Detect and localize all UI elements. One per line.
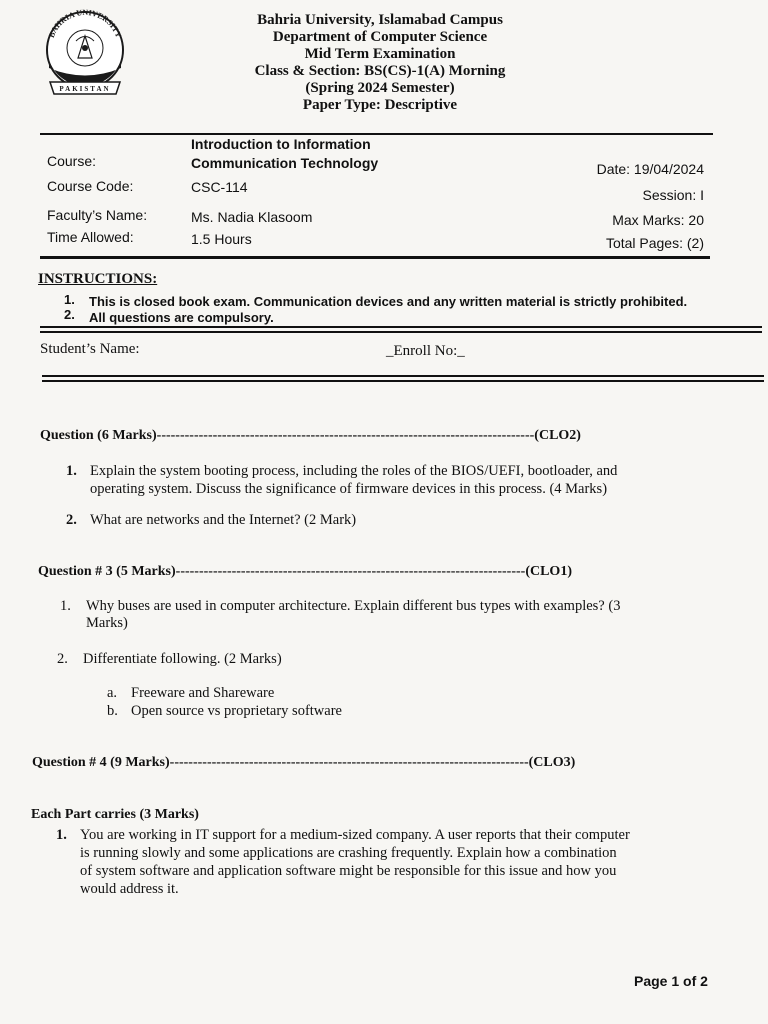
enroll-label: _Enroll No:_ <box>386 343 465 359</box>
instruction-text-2: All questions are compulsory. <box>89 310 274 325</box>
course-title-line1: Introduction to Information <box>191 136 371 152</box>
q1-item2-num: 2. <box>66 512 77 528</box>
q4-item1-line1: You are working in IT support for a medium-sized company. A user reports that their computer <box>80 827 630 843</box>
divider-bottom <box>40 256 710 259</box>
q3-item1-line1: Why buses are used in computer architecture. Explain different bus types with examples? (3 <box>86 598 621 614</box>
exam-title: Mid Term Examination <box>304 46 456 62</box>
time-label: Time Allowed: <box>47 229 134 245</box>
divider-instr-1 <box>40 326 762 328</box>
total-pages: Total Pages: (2) <box>605 235 704 251</box>
session: Session: I <box>642 187 704 203</box>
student-name-label: Student’s Name: <box>40 341 140 357</box>
course-label: Course: <box>47 153 97 169</box>
q3-subitem-a-num: a. <box>107 685 118 701</box>
instruction-num-2: 2. <box>64 307 75 322</box>
q3-item2-num: 2. <box>57 651 68 667</box>
instructions-heading: INSTRUCTIONS: <box>38 271 158 287</box>
q4-item1-line4: would address it. <box>80 881 179 897</box>
q4-part-heading: Each Part carries (3 Marks) <box>31 807 199 822</box>
logo-text: BAHRIA UNIVERSITY <box>46 8 124 40</box>
q1-item1-num: 1. <box>66 463 77 479</box>
max-marks: Max Marks: 20 <box>612 212 704 228</box>
faculty-label: Faculty’s Name: <box>47 207 148 223</box>
divider-student-1 <box>42 375 764 377</box>
course-title-line2: Communication Technology <box>191 155 379 171</box>
q3-item2-line1: Differentiate following. (2 Marks) <box>83 651 282 667</box>
q3-item1-num: 1. <box>60 598 71 614</box>
q4-item1-line3: of system software and application software might be responsible for this issue and how you <box>80 863 617 879</box>
question-3-heading: Question # 3 (5 Marks)---------------------------------------------------------------------------(CLO1) <box>38 564 572 579</box>
q1-item1-line2: operating system. Discuss the significance of firmware devices in this process. (4 Marks) <box>90 481 608 497</box>
q4-item1-line2: is running slowly and some applications are crashing frequently. Explain how a combination <box>80 845 617 861</box>
page-number: Page 1 of 2 <box>634 973 708 989</box>
instruction-text-1: This is closed book exam. Communication devices and any written material is strictly prohibited. <box>89 294 688 309</box>
q4-item1-num: 1. <box>56 827 67 843</box>
q3-subitem-a-text: Freeware and Shareware <box>131 685 275 701</box>
question-1-heading: Question (6 Marks)---------------------------------------------------------------------------------(CLO2) <box>40 428 581 443</box>
divider-instr-2 <box>40 331 762 333</box>
university-name: Bahria University, Islamabad Campus <box>257 12 503 28</box>
faculty-value: Ms. Nadia Klasoom <box>191 209 313 225</box>
q3-item1-line2: Marks) <box>86 615 128 631</box>
university-logo <box>40 8 130 100</box>
course-code-label: Course Code: <box>47 178 134 194</box>
divider-student-2 <box>42 380 764 382</box>
paper-type: Paper Type: Descriptive <box>302 97 458 113</box>
instruction-num-1: 1. <box>64 292 75 307</box>
semester: (Spring 2024 Semester) <box>305 80 455 96</box>
logo-bottom-text: PAKISTAN <box>59 85 111 93</box>
q3-subitem-b-text: Open source vs proprietary software <box>131 703 342 719</box>
q1-item1-line1: Explain the system booting process, including the roles of the BIOS/UEFI, bootloader, and <box>90 463 618 479</box>
class-section: Class & Section: BS(CS)-1(A) Morning <box>254 63 506 79</box>
course-code-value: CSC-114 <box>191 179 248 195</box>
q3-subitem-b-num: b. <box>107 703 118 719</box>
exam-date: Date: 19/04/2024 <box>596 161 704 177</box>
department-name: Department of Computer Science <box>272 29 488 45</box>
divider-top <box>40 133 713 135</box>
question-4-heading: Question # 4 (9 Marks)-----------------------------------------------------------------------------(CLO3) <box>32 755 576 770</box>
q1-item2-line1: What are networks and the Internet? (2 Mark) <box>90 512 357 528</box>
time-value: 1.5 Hours <box>191 231 252 247</box>
